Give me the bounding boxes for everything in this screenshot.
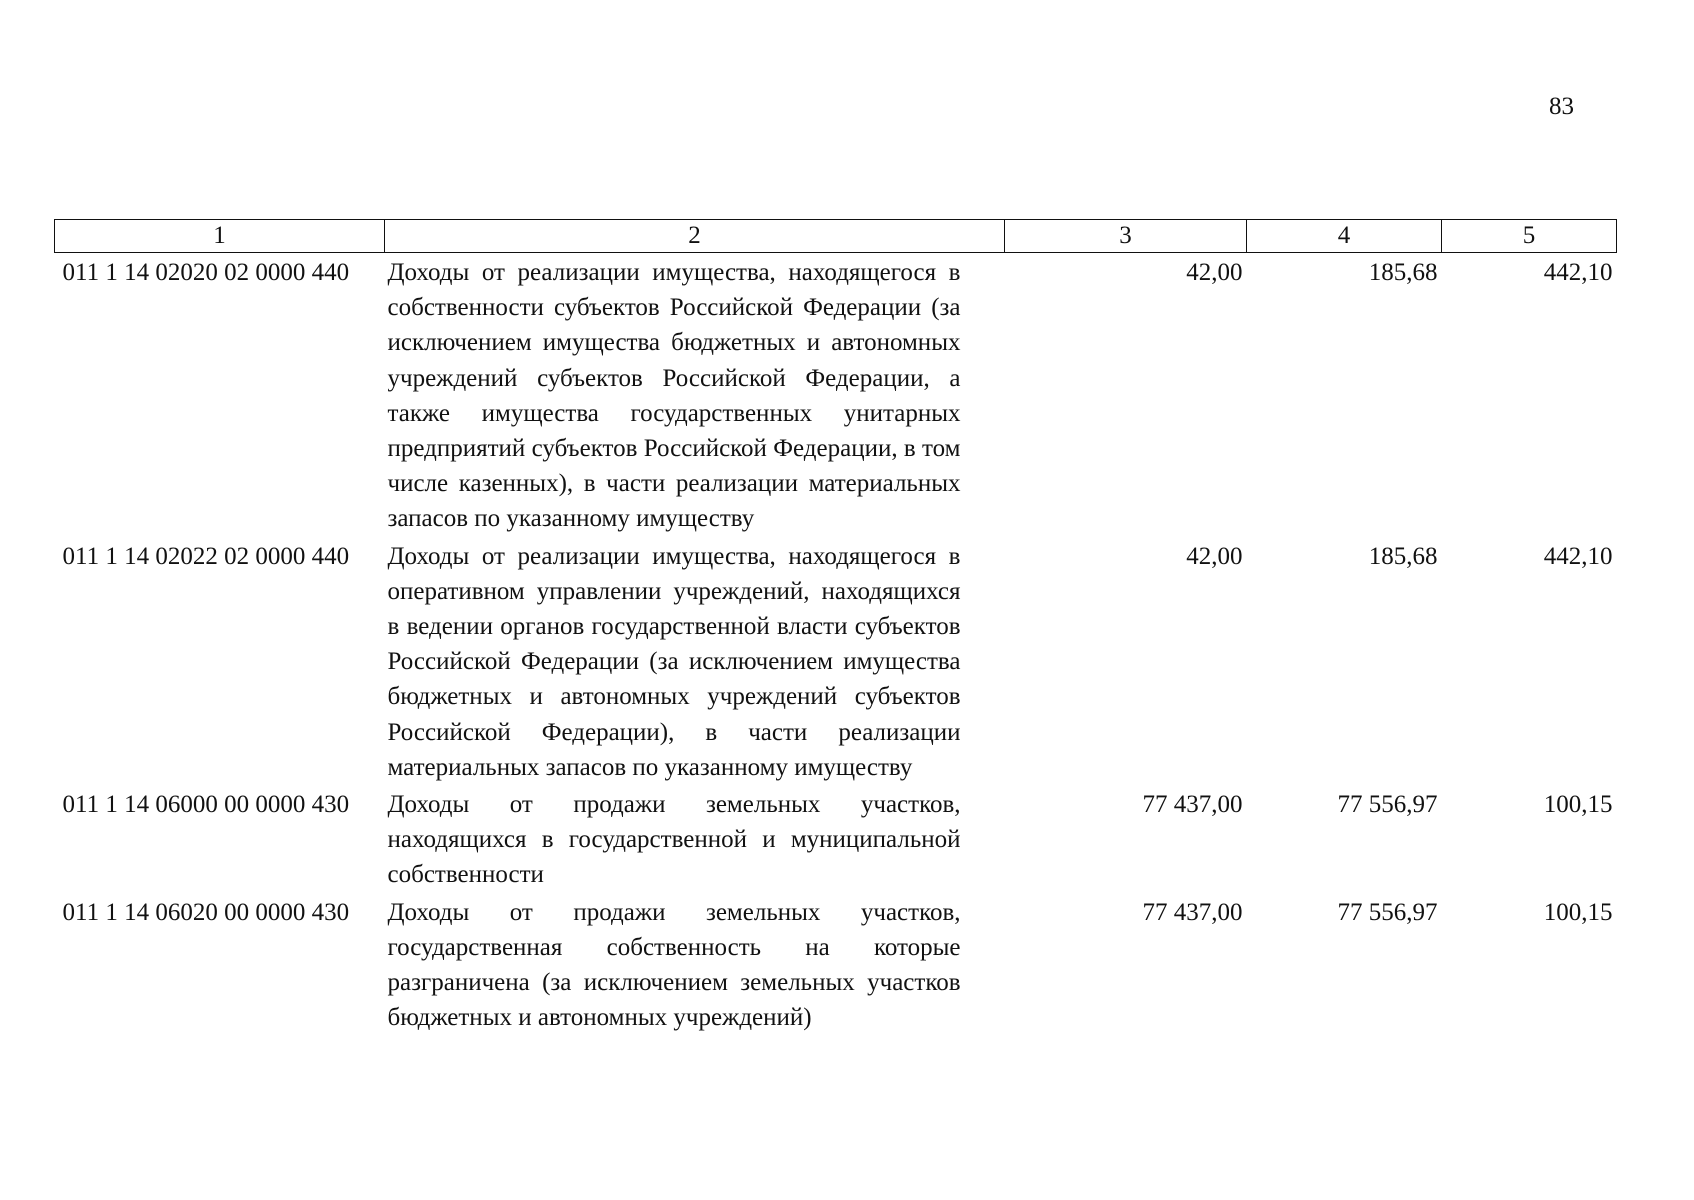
header-col-1: 1 (55, 220, 385, 253)
revenue-table-container (54, 219, 1616, 1035)
col5-value-cell: 100,15 (1543, 898, 1613, 926)
header-col-2: 2 (385, 220, 1005, 253)
budget-code-cell: 011 1 14 02020 02 0000 440 (62, 259, 350, 286)
col5-value-cell: 100,15 (1543, 791, 1613, 819)
col5-value-cell: 442,10 (1543, 259, 1613, 286)
table-row (55, 893, 1617, 1036)
description-cell: Доходы от продажи земельных участков, государственная собственность на которые разграничена (за исключением земельных участков бюджетных и автономных учреждений) (387, 898, 961, 1032)
table-header (55, 220, 1617, 253)
table-row (55, 785, 1617, 893)
budget-code-cell: 011 1 14 02022 02 0000 440 (62, 542, 350, 570)
col4-value-cell: 185,68 (1368, 542, 1438, 570)
description-cell: Доходы от продажи земельных участков, находящихся в государственной и муниципальной собственности (387, 791, 961, 889)
col3-value-cell: 42,00 (1186, 259, 1243, 286)
header-col-5: 5 (1442, 220, 1617, 253)
budget-code-cell: 011 1 14 06020 00 0000 430 (62, 898, 350, 926)
table-body (55, 253, 1617, 1036)
col4-value-cell: 77 556,97 (1337, 898, 1438, 926)
header-col-3: 3 (1005, 220, 1247, 253)
budget-code-cell: 011 1 14 06000 00 0000 430 (62, 791, 350, 819)
col3-value-cell: 77 437,00 (1142, 898, 1243, 926)
page-number: 83 (1549, 93, 1574, 120)
description-cell: Доходы от реализации имущества, находящегося в оперативном управлении учреждений, находящихся в ведении органов государственной власти субъектов Российской Федерации (за исключением имущества бюджетных и автономных учреждений субъектов Российской Федерации), в части реализации материальных запасов по указанному имуществу (387, 542, 961, 781)
header-col-4: 4 (1247, 220, 1442, 253)
table-row (55, 537, 1617, 785)
col3-value-cell: 42,00 (1186, 542, 1243, 570)
col4-value-cell: 77 556,97 (1337, 791, 1438, 819)
header-row (55, 220, 1617, 253)
col4-value-cell: 185,68 (1368, 259, 1438, 286)
table-row (55, 253, 1617, 537)
col5-value-cell: 442,10 (1543, 542, 1613, 570)
revenue-table (54, 219, 1617, 1035)
description-cell: Доходы от реализации имущества, находящегося в собственности субъектов Российской Федерации (за исключением имущества бюджетных и автономных учреждений субъектов Российской Федерации, а также имущества государственных унитарных предприятий субъектов Российской Федерации, в том числе казенных), в части реализации материальных запасов по указанному имуществу (387, 259, 961, 533)
col3-value-cell: 77 437,00 (1142, 791, 1243, 819)
